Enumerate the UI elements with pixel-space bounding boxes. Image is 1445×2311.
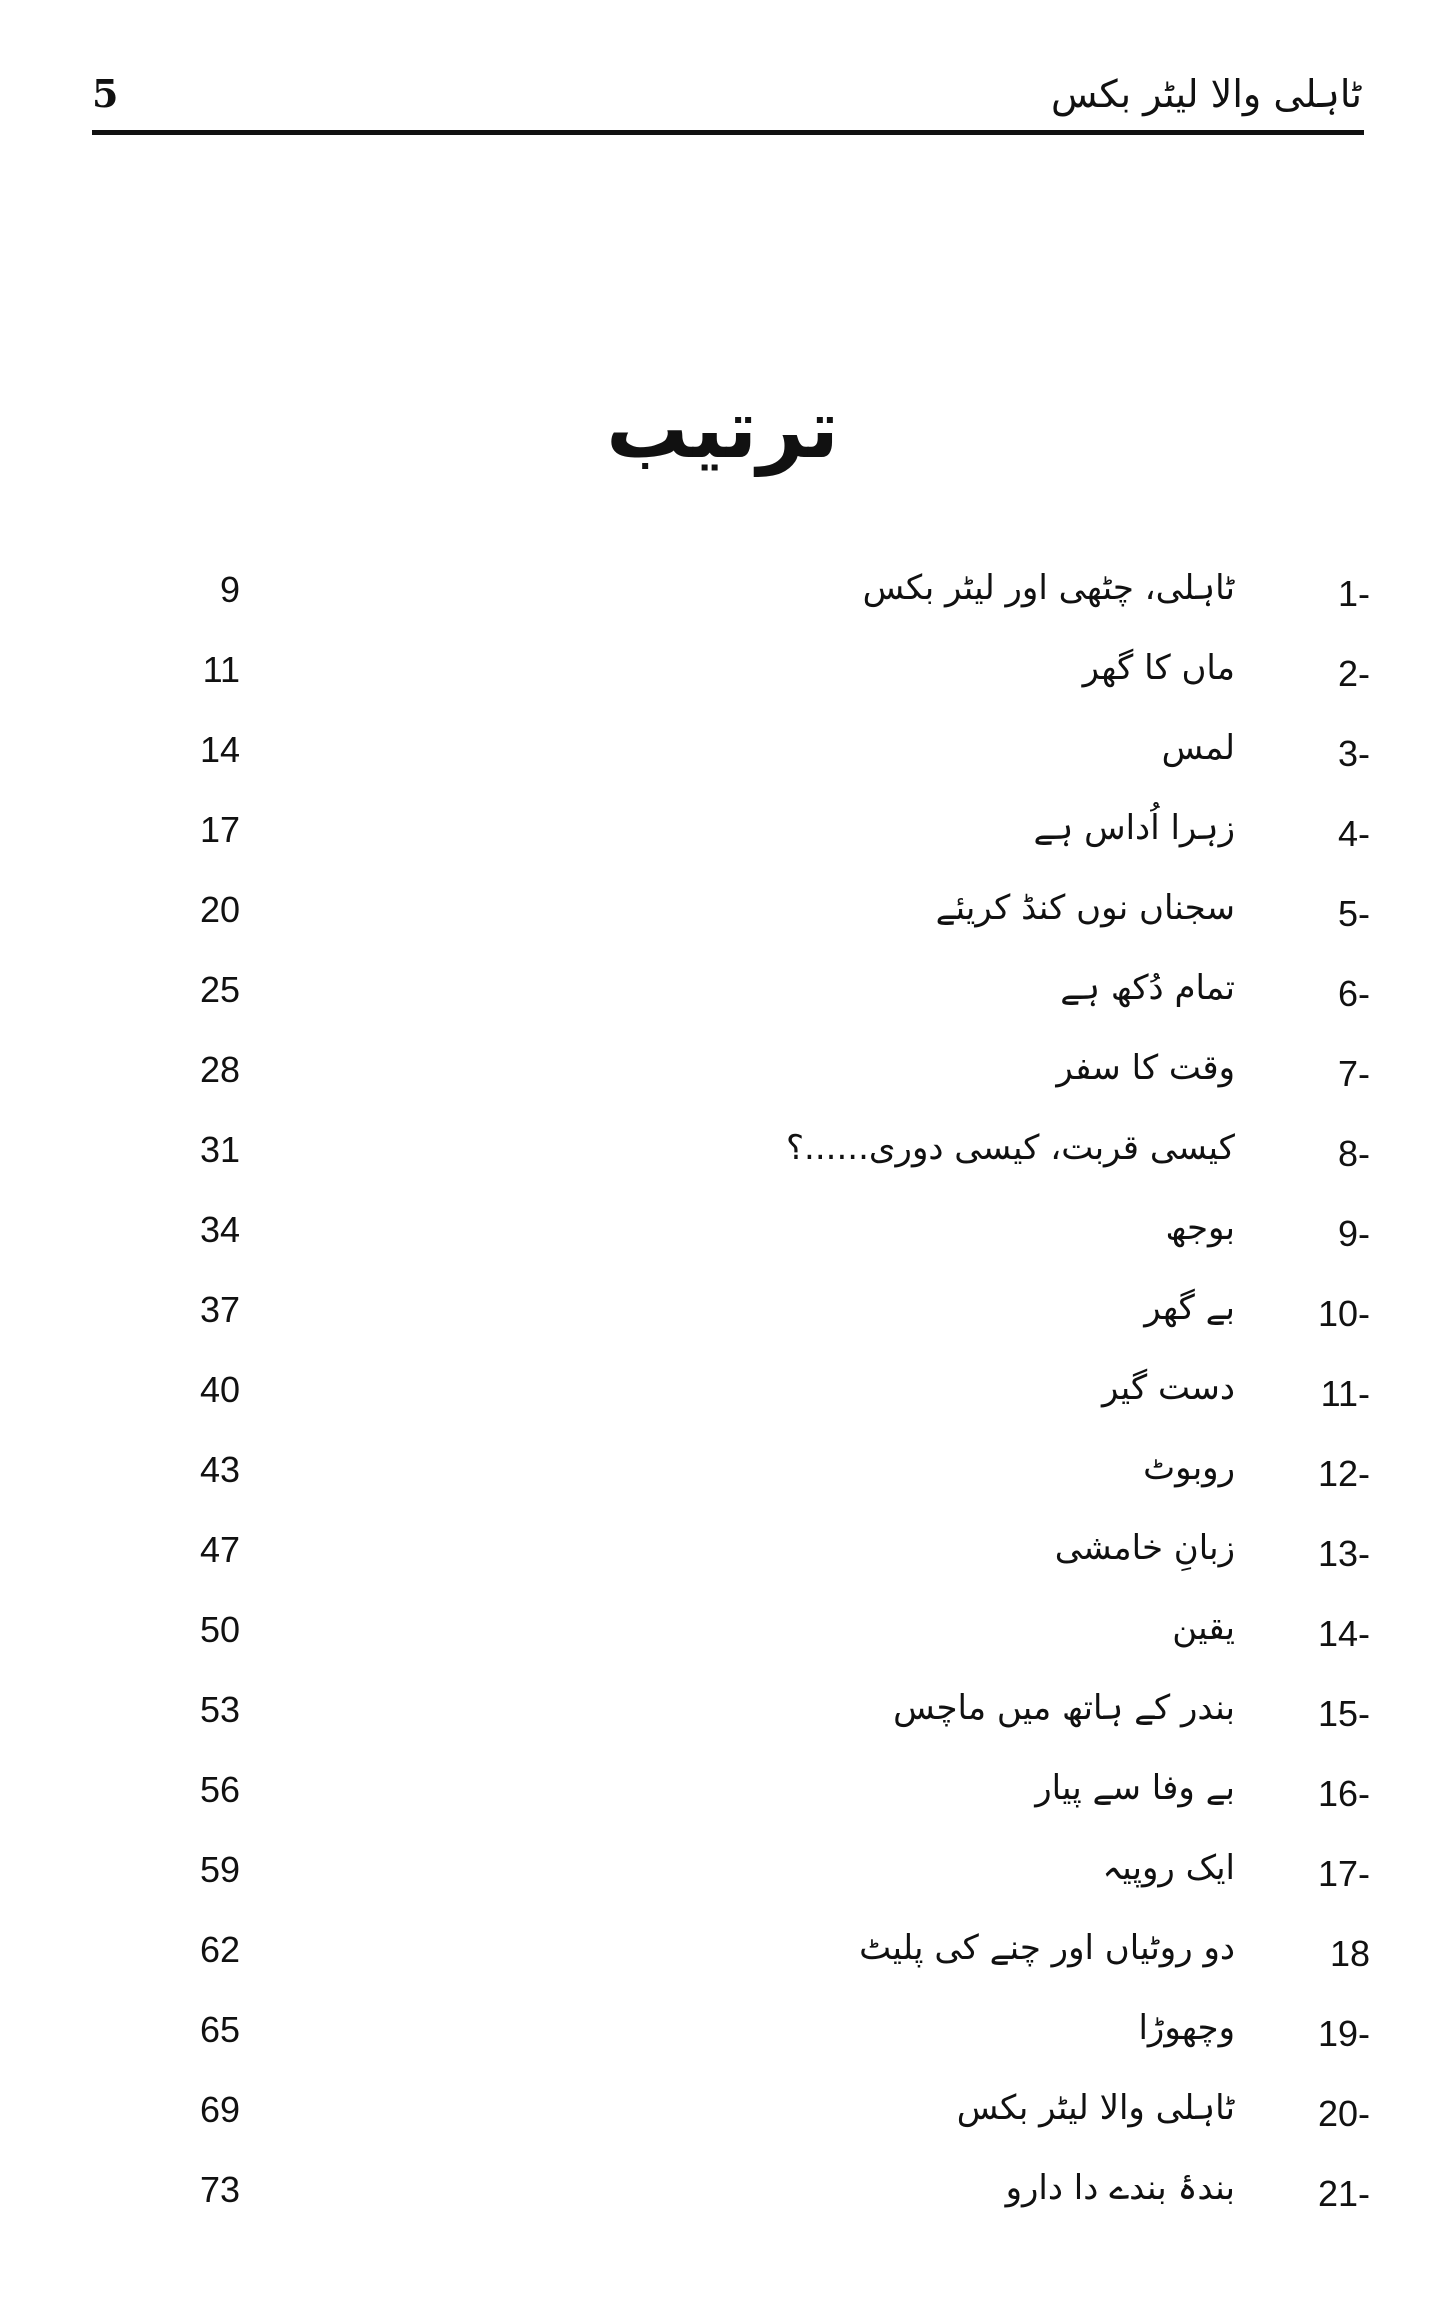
toc-entry-number: 9-	[1337, 1213, 1370, 1254]
toc-entry-page: 50	[199, 1609, 240, 1650]
toc-entry-page: 14	[199, 729, 240, 770]
toc-entry-number: 11-	[1320, 1373, 1370, 1414]
toc-entry	[0, 1680, 1445, 1760]
toc-entry	[0, 1200, 1445, 1280]
toc-entry-title: ٹاہلی والا لیٹر بکس	[956, 2088, 1235, 2128]
toc-entry-title: بوجھ	[1165, 1208, 1235, 1248]
toc-entry-page: 53	[199, 1689, 240, 1730]
page-number: 5	[92, 71, 119, 116]
toc-entry-page: 65	[199, 2009, 240, 2050]
toc-entry-number: 12-	[1317, 1453, 1370, 1494]
toc-entry-page: 31	[199, 1129, 240, 1170]
toc-entry-title: ٹاہلی، چٹھی اور لیٹر بکس	[862, 568, 1235, 608]
toc-entry-title: دست گیر	[1101, 1368, 1235, 1408]
toc-entry-number: 7-	[1337, 1053, 1370, 1094]
toc-entry	[0, 1920, 1445, 2000]
toc-entry-page: 43	[199, 1449, 240, 1490]
toc-entry-title: بندر کے ہاتھ میں ماچس	[893, 1688, 1235, 1728]
toc-entry-number: 17-	[1317, 1853, 1370, 1894]
toc-entry-title: وچھوڑا	[1138, 2008, 1235, 2048]
toc-entry-title: ماں کا گھر	[1082, 648, 1235, 688]
toc-entry-page: 40	[199, 1369, 240, 1410]
toc-entry	[0, 1520, 1445, 1600]
toc-entry	[0, 1440, 1445, 1520]
toc-entry-title: دو روٹیاں اور چنے کی پلیٹ	[859, 1928, 1235, 1968]
toc-entry-page: 69	[199, 2089, 240, 2130]
toc-entry-number: 5-	[1337, 893, 1370, 934]
toc-entry-page: 34	[199, 1209, 240, 1250]
toc-entry	[0, 2080, 1445, 2160]
toc-entry-page: 37	[199, 1289, 240, 1330]
page-header	[92, 70, 1362, 132]
toc-entry-number: 16-	[1317, 1773, 1370, 1814]
toc-entry-page: 28	[199, 1049, 240, 1090]
toc-entry-page: 56	[199, 1769, 240, 1810]
header-rule	[92, 130, 1364, 135]
toc-entry-page: 17	[199, 809, 240, 850]
toc-entry	[0, 960, 1445, 1040]
toc-entry-title: وقت کا سفر	[1056, 1048, 1235, 1088]
toc-entry-number: 1-	[1337, 573, 1370, 614]
toc-entry-page: 20	[199, 889, 240, 930]
toc-entry-title: زہرا اُداس ہے	[1033, 808, 1235, 848]
toc-entry-page: 59	[199, 1849, 240, 1890]
toc-entry-number: 3-	[1337, 733, 1370, 774]
toc-entry-page: 47	[199, 1529, 240, 1570]
toc-entry	[0, 560, 1445, 640]
toc-entry-page: 73	[199, 2169, 240, 2210]
toc-entry-number: 14-	[1317, 1613, 1370, 1654]
toc-entry	[0, 1280, 1445, 1360]
toc-entry-page: 25	[199, 969, 240, 1010]
toc-entry	[0, 1360, 1445, 1440]
toc-entry-title: زبانِ خامشی	[1054, 1528, 1235, 1568]
toc-entry	[0, 880, 1445, 960]
toc-entry-number: 6-	[1337, 973, 1370, 1014]
toc-entry-title: لمس	[1161, 728, 1235, 768]
toc-entry-number: 2-	[1337, 653, 1370, 694]
toc-entry-title: روبوٹ	[1143, 1448, 1235, 1488]
toc-entry-title: بے گھر	[1144, 1288, 1235, 1328]
toc-entry-page: 62	[199, 1929, 240, 1970]
toc-entry-title: ایک روپیہ	[1102, 1848, 1235, 1888]
toc-entry-number: 13-	[1317, 1533, 1370, 1574]
toc-entry-page: 9	[219, 569, 240, 610]
toc-title: ترتیب	[606, 382, 839, 477]
toc-entry	[0, 1840, 1445, 1920]
toc-entry-title: بندۂ بندے دا دارو	[1005, 2168, 1235, 2208]
toc-entry	[0, 800, 1445, 880]
toc-entry-number: 10-	[1317, 1293, 1370, 1334]
toc-entry-title: تمام دُکھ ہے	[1060, 968, 1235, 1008]
toc-entry-number: 4-	[1337, 813, 1370, 854]
toc-entry	[0, 640, 1445, 720]
toc-entry	[0, 2160, 1445, 2240]
toc-entry	[0, 1760, 1445, 1840]
toc-entry	[0, 720, 1445, 800]
running-title: ٹاہلی والا لیٹر بکس	[1051, 72, 1362, 116]
toc-entry-number: 18	[1329, 1933, 1370, 1974]
toc-entry-title: سجناں نوں کنڈ کریئے	[935, 888, 1235, 928]
toc-entry	[0, 1600, 1445, 1680]
toc-entry	[0, 2000, 1445, 2080]
toc-entry-title: بے وفا سے پیار	[1035, 1768, 1235, 1808]
toc-entry-title: کیسی قربت، کیسی دوری......؟	[786, 1128, 1235, 1168]
toc-entry	[0, 1120, 1445, 1200]
toc-entry-number: 8-	[1337, 1133, 1370, 1174]
toc-entry-title: یقین	[1172, 1608, 1235, 1648]
toc-entry	[0, 1040, 1445, 1120]
toc-entry-number: 21-	[1317, 2173, 1370, 2214]
toc-entry-number: 15-	[1317, 1693, 1370, 1734]
toc-entry-number: 19-	[1317, 2013, 1370, 2054]
toc-entry-number: 20-	[1317, 2093, 1370, 2134]
toc-entry-page: 11	[202, 649, 240, 690]
